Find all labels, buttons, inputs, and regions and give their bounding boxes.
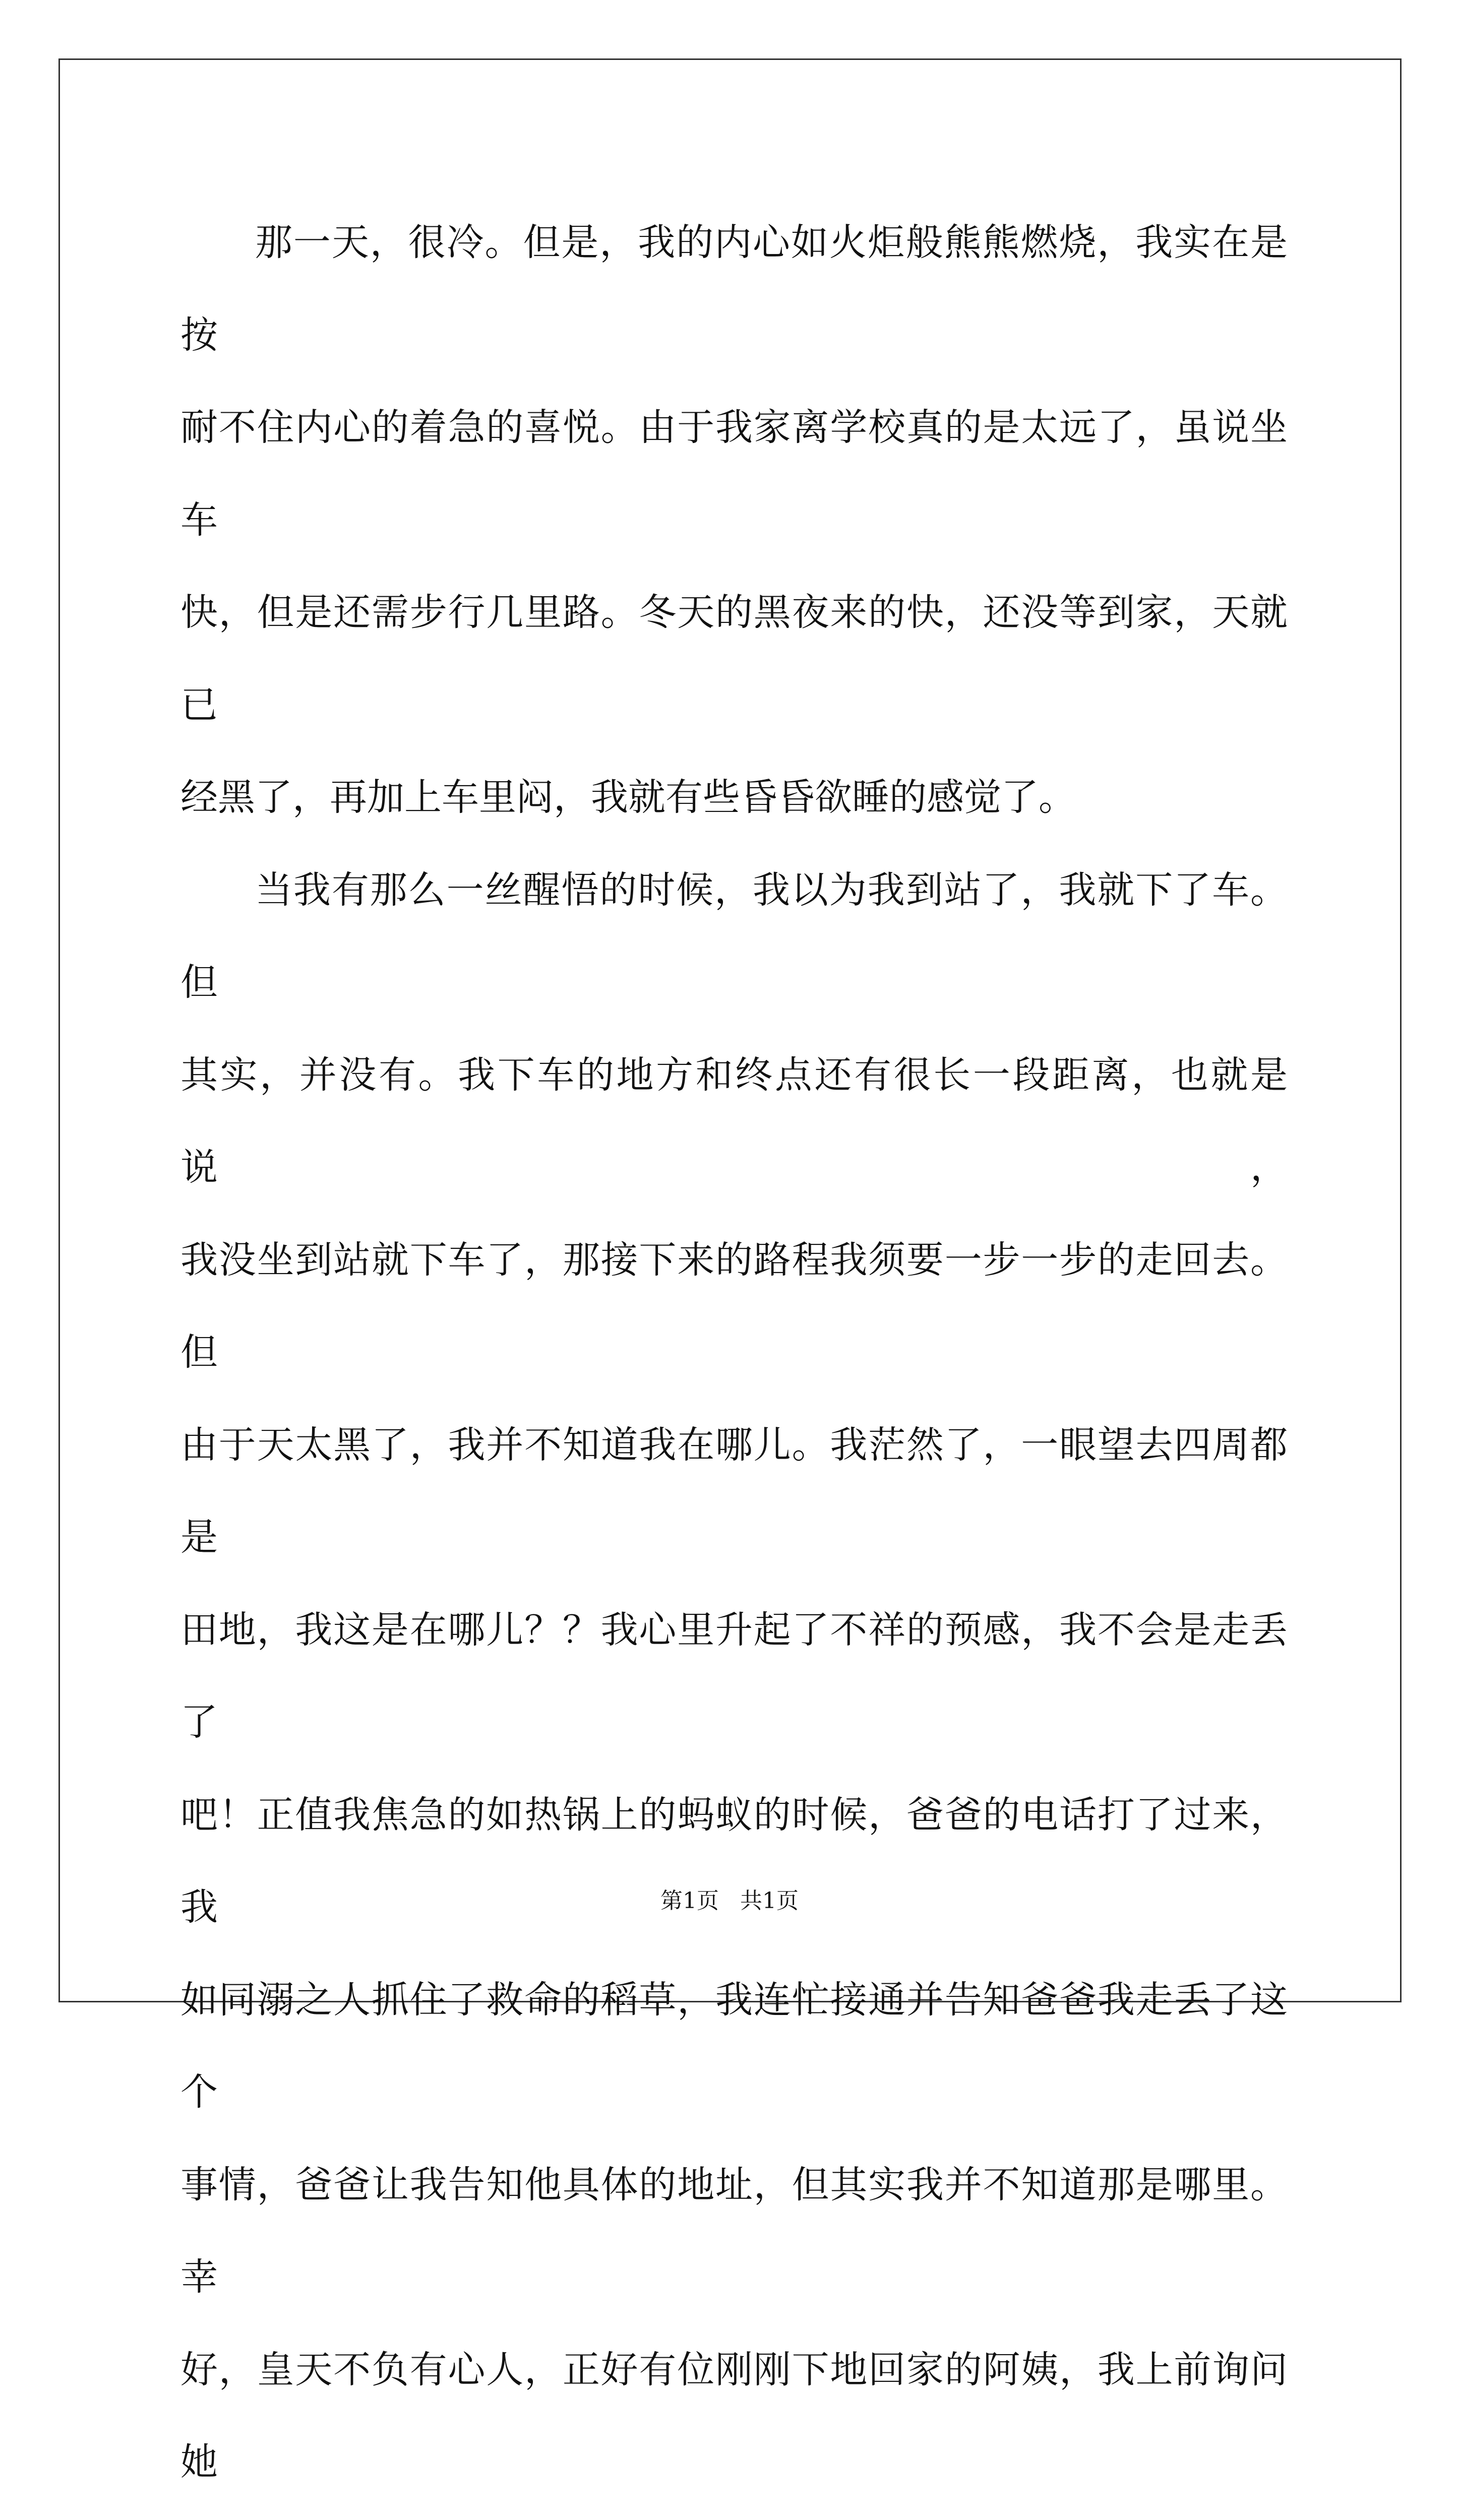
page-footer [0,1882,1459,1915]
text-line: 其实，并没有。我下车的地方和终点还有很长一段距离，也就是说， [180,1029,1288,1214]
page-number: 第1页 [660,1888,719,1914]
text-line: 耐不住内心的着急的喜悦。由于我家离学校真的是太远了，虽说坐车 [180,382,1288,566]
paragraph-1 [180,197,1288,844]
page-total: 共1页 [740,1888,799,1914]
document-body [180,197,1288,2520]
text-line: 当我有那么一丝醒悟的时候，我以为我到站了，我就下了车。但 [180,844,1288,1029]
text-line: 事情，爸爸让我告知他具体的地址，但其实我并不知道那是哪里。幸 [180,2139,1288,2324]
text-line: 我没坐到站就下车了，那接下来的路程我须要一步一步的走回去。但 [180,1214,1288,1399]
paragraph-2 [180,844,1288,2520]
text-line: 经黑了，再加上车里闷，我就有些昏昏欲睡的感觉了。 [180,751,1288,844]
text-line: 田地，我这是在哪儿？？我心里升起了不祥的预感，我不会是走丢了 [180,1584,1288,1769]
text-line: 那一天，很冷。但是，我的内心如火炬般熊熊燃烧，我实在是按 [180,197,1288,382]
text-line: 快，但是还需步行几里路。冬天的黑夜来的快，还没等到家，天就已 [180,566,1288,751]
text-line [180,2509,1288,2520]
text-line: 吧！正值我焦急的如热锅上的蚂蚁的时候，爸爸的电话打了过来，我 [180,1769,1288,1954]
text-line: 如同溺之人抓住了救命的稻草，我连忙接通并告知爸爸我走丢了这个 [180,1954,1288,2139]
text-line: 好，皇天不负有心人，正好有位刚刚下地回家的阿姨，我上前询问她 [180,2324,1288,2509]
text-line: 由于天太黑了，我并不知道我在哪儿。我茫然了，一眼望去四周都是 [180,1399,1288,1584]
